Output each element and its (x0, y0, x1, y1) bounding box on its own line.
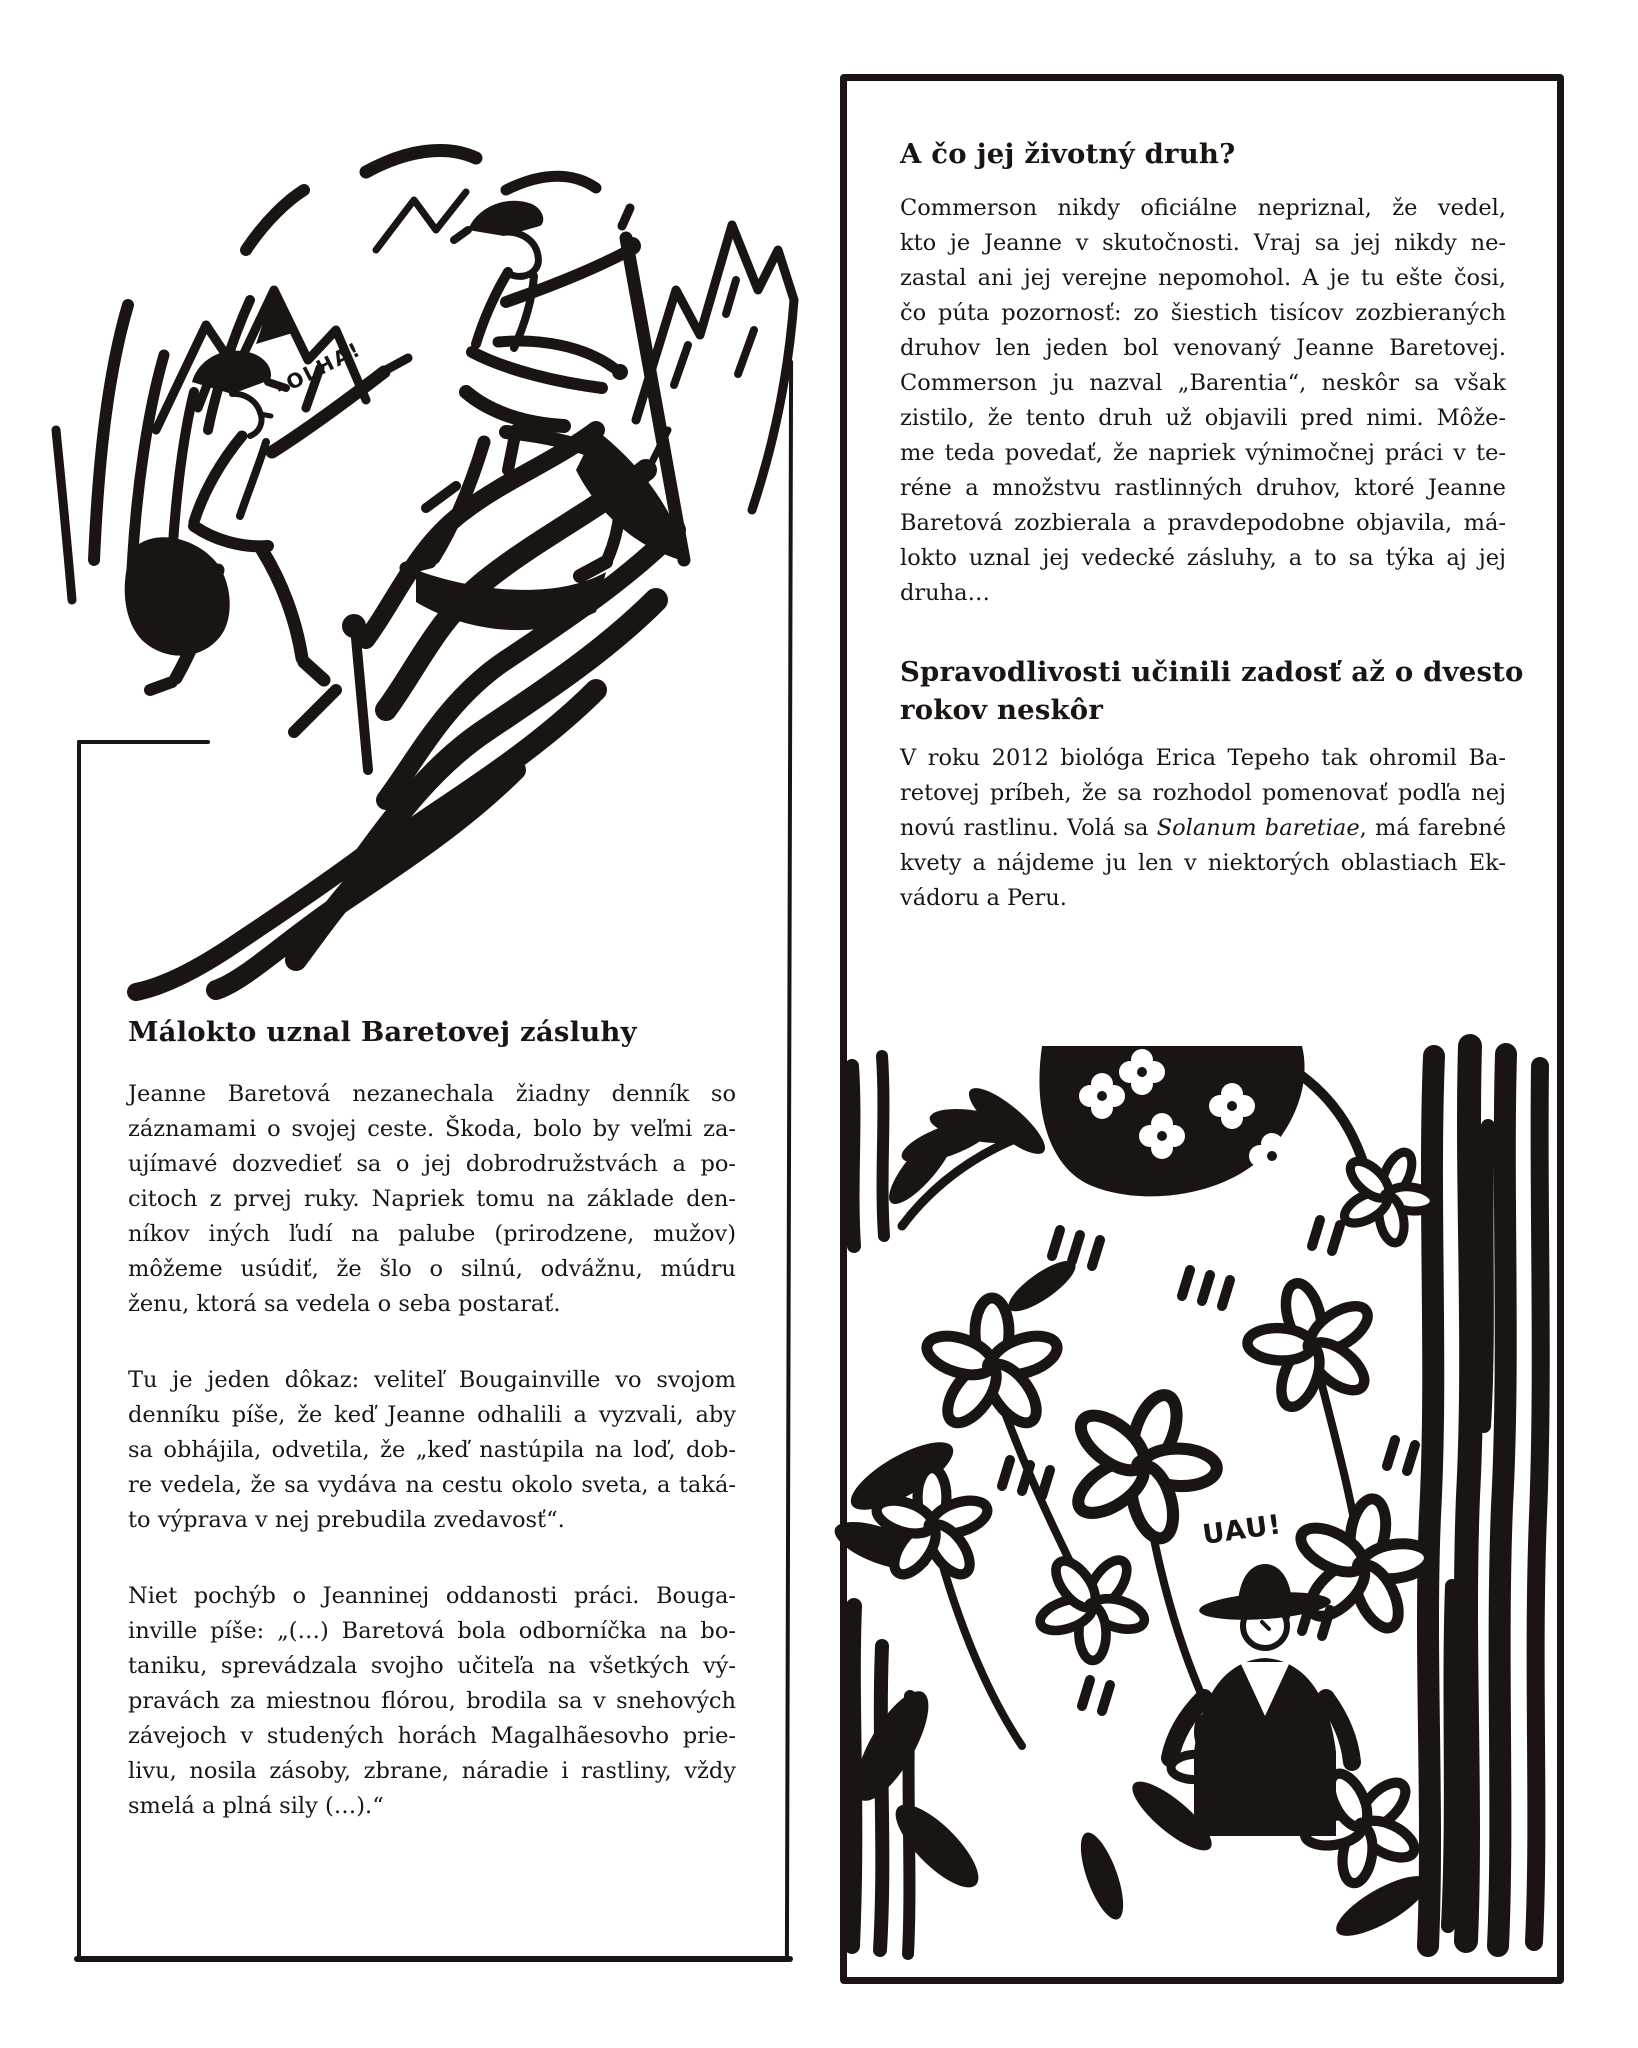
left-paragraph-2: Tu je jeden dôkaz: veliteľ Bougainville vo svojom denníku píše, že keď Jeanne odhalili a vyzvali, aby sa obhájila, odvetila, že „keď nastúpila na loď, dob- re vedela, že sa vydáva na cestu okolo sveta, a taká- to výprava v nej prebudila zvedavosť“. (128, 1367, 736, 1533)
right-paragraph-2: V roku 2012 biológa Erica Tepeho tak ohromil Ba- retovej príbeh, že sa rozhodol pomenovať podľa nej novú rastlinu. Volá sa Solanum baretiae, má farebné kvety a nájdeme ju len v niektorých oblastiach Ek- vádoru a Peru. (900, 745, 1507, 911)
left-paragraph-1: Jeanne Baretová nezanechala žiadny denník so záznamami o svojej ceste. Škoda, bolo by veľmi za- ujímavé dozvedieť sa o jej dobrodružstvách a po- citoch z prvej ruky. Napriek tomu na základe den- níkov iných ľudí na palube (prirodzene, mužov) môžeme usúdiť, že šlo o silnú, odvážnu, múdru ženu, ktorá sa vedela o seba postarať. (128, 1081, 736, 1317)
left-section (128, 1014, 736, 1865)
speech-uau: UAU! (1200, 1509, 1284, 1551)
left-frame-bottom-border (74, 1956, 793, 1962)
right-heading-1: A čo jej životný druh? (900, 138, 1236, 170)
right-paragraph-1: Commerson nikdy oficiálne nepriznal, že vedel, kto je Jeanne v skutočnosti. Vraj sa jej nikdy ne- zastal ani jej verejne nepomohol. A je tu ešte čosi, čo púta pozornosť: zo šiestich tisícov zozbieraných druhov len jeden bol venovaný Jeanne Baretovej. Commerson ju nazval „Barentia“, neskôr sa však zistilo, že tento druh už objavili pred nimi. Môže- me teda povedať, že napriek výnimočnej práci v te- réne a množstvu rastlinných druhov, ktoré Jeanne Baretová zozbierala a pravdepodobne objavila, má- lokto uznal jej vedecké zásluhy, a to sa týka aj jej druha… (900, 195, 1506, 606)
speech-olha: –OLHA! (271, 336, 366, 401)
mountain-climbers-illustration (36, 130, 796, 1000)
right-heading-2-line2: rokov neskôr (900, 694, 1104, 726)
left-paragraph-3: Niet pochýb o Jeanninej oddanosti práci. Bouga- inville píše: „(…) Baretová bola odborníčka na bo- taniku, sprevádzala svojho učiteľa na všetkých vý- pravách za miestnou flórou, brodila sa v snehových závejoch v studených horách Magalhãesovho prie- livu, nosila zásoby, zbrane, náradie i rastliny, vždy smelá a plná sily (…).“ (128, 1583, 736, 1819)
right-heading-2-line1: Spravodlivosti učinili zadosť až o dvesto (900, 656, 1524, 688)
right-heading-2 (900, 653, 1524, 729)
right-section (900, 136, 1524, 916)
left-heading: Málokto uznal Baretovej zásluhy (128, 1016, 637, 1048)
botanist-figure (1170, 1564, 1352, 1836)
flower-field-illustration (842, 1046, 1560, 1962)
